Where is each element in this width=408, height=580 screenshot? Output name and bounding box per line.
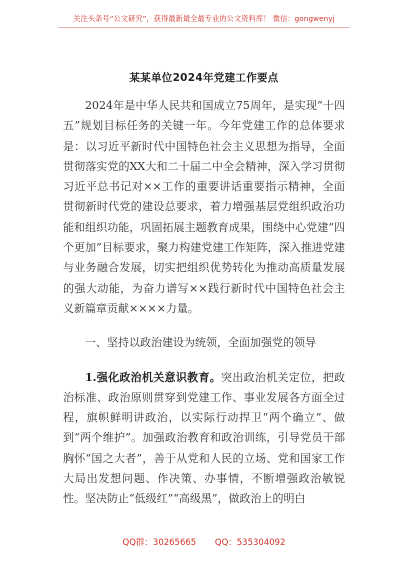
header-divider [58, 27, 350, 28]
item-paragraph [63, 368, 345, 510]
footer [0, 536, 408, 548]
document-title: 某某单位2024年党建工作要点 [129, 72, 279, 84]
section-heading: 一、坚持以政治建设为统领，全面加强党的领导 [85, 336, 316, 350]
footer-qq: QQ：535304092 [214, 538, 286, 548]
header-banner: 关注头条号“公文研究”，获得最新最全最专业的公文资料库！ 微信：gongwenyj [73, 14, 335, 23]
footer-qq-group: QQ群：30265665 [122, 538, 197, 548]
intro-paragraph: 2024年是中华人民共和国成立75周年，是实现“十四五”规划目标任务的关键一年。今年党建工作的总体要求是：以习近平新时代中国特色社会主义思想为指导，全面贯彻落实党的XX大和二十届二中全会精神，深入学习贯彻习近平总书记对××工作的重要讲话重要指示精神，全面贯彻新时代党的建设总要求，着力增强基层党组织政治功能和组织功能，巩固拓展主题教育成果，围绕中心党建“四个更加”目标要求，聚力构建党建工作矩阵，深入推进党建与业务融合发展，切实把组织优势转化为推动高质量发展的强大动能，为奋力谱写××践行新时代中国特色社会主义新篇章贡献××××力量。 [63, 99, 345, 315]
item-body: 突出政治机关定位，把政治标准、政治原则贯穿到党建工作、事业发展各方面全过程，旗帜鲜明讲政治，以实际行动捍卫“两个确立”、做到“两个维护”。加强政治教育和政治训练，引导党员干部胸怀“国之大者”，善于从党和人民的立场、党和国家工作大局出发想问题、作决策、办事情，不断增强政治敏锐性。坚决防止“低级红”“高级黑”，做政治上的明白 [63, 370, 346, 506]
item-lead: 1.强化政治机关意识教育。 [85, 370, 222, 384]
document-body [63, 96, 345, 510]
